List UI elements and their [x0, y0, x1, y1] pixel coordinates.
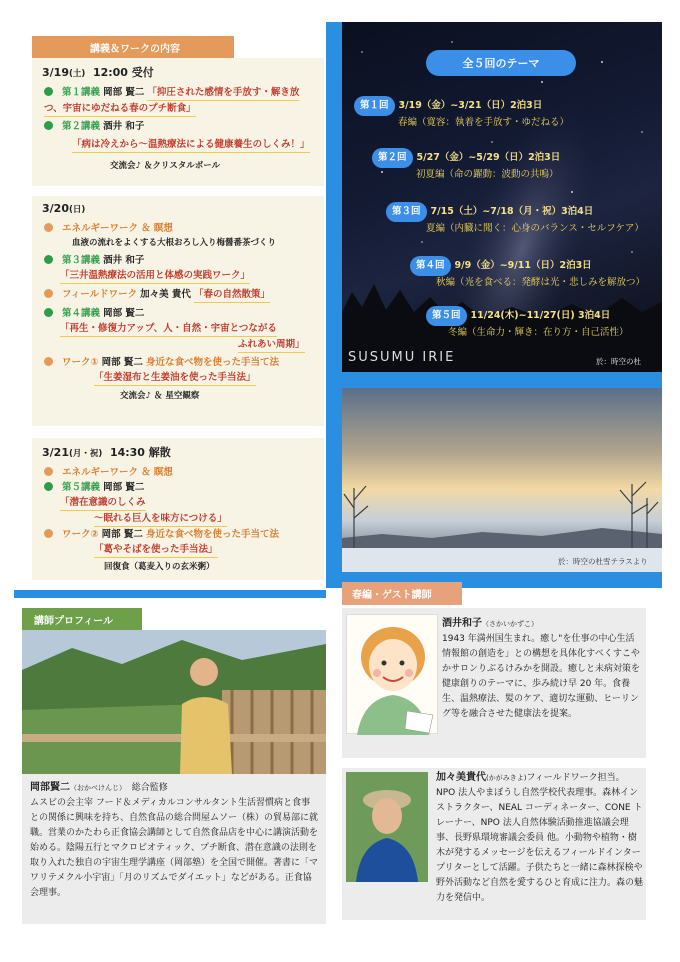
kagami-kana: (かがみきよ) [486, 774, 527, 782]
bullet-icon [44, 121, 53, 130]
day2-weekday: (日) [68, 205, 86, 215]
day2-title [32, 196, 324, 221]
work-speaker: 岡部 賢二 [101, 529, 143, 540]
lecture-title: 「三井温熱療法の活用と体感の実践ワーク」 [60, 268, 250, 284]
bullet-icon [44, 223, 53, 232]
bullet-icon [44, 467, 53, 476]
portrait-icon [22, 630, 326, 774]
lecture-label: 第５講義 [62, 482, 101, 493]
lecture-speaker: 酒井 和子 [103, 121, 145, 132]
day2-work1 [32, 355, 324, 370]
photo-watermark: SUSUMU IRIE [348, 350, 456, 365]
day1-panel [32, 58, 324, 186]
work-title: 「葛やそばを使った手当法」 [94, 542, 218, 558]
photo-credit: 於：時空の杜 [596, 357, 641, 366]
work-extra: ＆ 瞑想 [141, 467, 173, 478]
lecture-title: ふれあい周期」 [238, 337, 305, 353]
day2-lecture3-title [32, 268, 324, 284]
lecture-title: 「再生・修復力アップ、人・自然・宇宙とつながる [60, 321, 277, 337]
lecture-label: 第２講義 [62, 121, 101, 132]
session-badge: 第５回 [426, 306, 467, 326]
session-sub: 初夏編（命の躍動：波動の共鳴） [416, 169, 559, 180]
work-speaker: 加々美 貴代 [140, 289, 191, 300]
day2-lecture4-title-cont [32, 337, 324, 353]
day3-lecture5 [32, 480, 324, 495]
instructor-band [14, 590, 326, 598]
day1-lecture1 [32, 85, 324, 101]
bullet-icon [44, 357, 53, 366]
bullet-icon [44, 308, 53, 317]
instructor-name: 岡部賢二 [30, 782, 70, 793]
lecture-title: つ、宇宙にゆだねる春のプチ断食」 [44, 101, 196, 117]
sakai-name: 酒井和子 [442, 618, 482, 629]
lecture-title: 「抑圧された感情を手放す・解き放 [147, 85, 299, 101]
instructor-bio-block [22, 774, 326, 907]
day3-lecture5-title-cont [32, 511, 324, 527]
lecture-speaker: 岡部 賢二 [103, 87, 145, 98]
work-label: エネルギーワーク [62, 223, 139, 234]
lecture-title: ～眠れる巨人を味方につける」 [94, 511, 227, 527]
day2-work1-title [32, 370, 324, 386]
kagami-photo [346, 772, 428, 882]
kagami-bio: NPO 法人やまぼうし自然学校代表理事。森林インストラクター、NEAL コーディネーター、CONE トレーナー、NPO 法人自然体験活動推進協議会理事、長野県環境審議会委員 他。小動物や植物・樹木が発するメッセージを伝えるフィールドインタープリターとして活躍。子供たちと一緒に森林探検や野外活動など自然を愛するひと育成に注力。森の魅力を発信中。 [436, 788, 644, 903]
work-label: フィールドワーク [62, 289, 138, 300]
kagami-bio-block [436, 770, 644, 906]
day1-title [32, 58, 324, 85]
day2-fieldwork [32, 287, 324, 303]
day2-energy-work [32, 221, 324, 236]
bullet-icon [44, 289, 53, 298]
day2-note: 血液の流れをよくする大根おろし入り梅醤番茶づくり [72, 238, 277, 248]
day1-lecture2 [32, 119, 324, 134]
snow-terrace-photo [342, 388, 662, 572]
sakai-caricature [346, 614, 438, 734]
day1-lecture2-title [32, 137, 324, 153]
work-speaker: 岡部 賢二 [101, 357, 143, 368]
day2-panel [32, 196, 324, 426]
day3-weekday: (月・祝) [68, 449, 103, 459]
lecture-title: 「潜在意識のしくみ [60, 495, 146, 511]
work-label: ワーク② [62, 529, 99, 540]
day2-lecture4 [32, 306, 324, 321]
lecture-label: 第４講義 [62, 308, 101, 319]
session-dates: 3/19（金）~3/21（日）2泊3日 [398, 100, 543, 111]
sakai-bio: 1943 年満州国生まれ。癒し"を仕事の中心生活情報館の創造を」との構想を具体化すべくすこやかサロンりぶるけみかを開設。癒しと未病対策を健康創りのテーマに、歩み続け早 20 年。食養生、温熱療法、髪のケア、適切な運動、ヒーリング等を融合させた健康法を提案。 [442, 634, 641, 719]
day3-work2-title [32, 542, 324, 558]
program-header-label: 講義＆ワークの内容 [90, 44, 180, 55]
work-title: 「生姜湿布と生姜油を使った手当法」 [94, 370, 256, 386]
day1-time: 12:00 受付 [92, 66, 154, 79]
day3-panel [32, 438, 324, 580]
session-5 [426, 306, 662, 340]
program-header [32, 36, 234, 59]
kagami-role: フィールドワーク担当。 [526, 773, 625, 783]
work-extra: ＆ 瞑想 [141, 223, 173, 234]
guests-header [342, 582, 462, 605]
work-title: 身近な食べ物を使った手当て法 [145, 529, 279, 540]
day3-lecture5-title [32, 495, 324, 511]
landscape-icon [342, 388, 662, 572]
day3-work2 [32, 527, 324, 542]
session-sub: 夏編（内臓に聞く：心身のバランス・セルフケア） [426, 223, 644, 234]
bullet-icon [44, 255, 53, 264]
day2-lecture3 [32, 253, 324, 268]
instructor-role: 総合監修 [131, 783, 168, 793]
work-title: 身近な食べ物を使った手当て法 [145, 357, 279, 368]
lecture-title: 「病は冷えから～温熱療法による健康養生のしくみ！」 [72, 137, 310, 153]
session-badge: 第３回 [386, 202, 427, 222]
sakai-kana: （さかいかずこ） [482, 620, 538, 628]
session-badge: 第２回 [372, 148, 413, 168]
instructor-bio-card [22, 774, 326, 924]
day1-date: 3/19 [42, 66, 69, 79]
day1-lecture1-cont [32, 101, 324, 117]
themes-photo [342, 22, 662, 372]
session-1 [354, 96, 654, 130]
session-sub: 秋編（光を食べる：発酵は光・悲しみを解放つ） [436, 277, 646, 288]
day3-closing: 回復食（葛麦入りの玄米粥） [104, 562, 215, 572]
session-dates: 11/24(木)~11/27(日) 3泊4日 [470, 310, 611, 321]
bullet-icon [44, 87, 53, 96]
session-3 [386, 202, 662, 236]
session-4 [410, 256, 662, 290]
lecture-speaker: 岡部 賢二 [103, 482, 145, 493]
lecture-speaker: 酒井 和子 [103, 255, 145, 266]
photo2-credit: 於：時空の杜雪テラスより [558, 557, 648, 566]
bullet-icon [44, 529, 53, 538]
session-sub: 春編（寛容：執着を手放す・ゆだねる） [398, 117, 570, 128]
session-2 [372, 148, 662, 182]
day3-title [32, 438, 324, 465]
session-dates: 5/27（金）~5/29（日）2泊3日 [416, 152, 561, 163]
instructor-header-label: 講師プロフィール [34, 616, 113, 627]
portrait-icon [346, 772, 428, 882]
day3-energy-work [32, 465, 324, 480]
instructor-photo [22, 630, 326, 774]
day2-date: 3/20 [42, 202, 69, 215]
session-dates: 7/15（土）~7/18（月・祝）3泊4日 [430, 206, 594, 217]
themes-header: 全５回のテーマ [426, 50, 576, 76]
sakai-bio-block [442, 616, 642, 722]
guest-sakai-card [342, 608, 646, 758]
session-badge: 第４回 [410, 256, 451, 276]
day3-date: 3/21 [42, 446, 69, 459]
day3-time: 14:30 解散 [109, 446, 171, 459]
day2-lecture4-title [32, 321, 324, 337]
instructor-header [22, 608, 142, 631]
guest-kagami-card [342, 768, 646, 920]
guests-header-label: 春編・ゲスト講師 [352, 590, 432, 601]
portrait-icon [347, 615, 439, 735]
work-label: エネルギーワーク [62, 467, 139, 478]
lecture-label: 第１講義 [62, 87, 101, 98]
bullet-icon [44, 482, 53, 491]
work-label: ワーク① [62, 357, 99, 368]
work-title: 「春の自然散策」 [194, 287, 270, 303]
kagami-name: 加々美貴代 [436, 772, 486, 783]
day1-exchange: 交流会♪ ＆クリスタルボール [110, 161, 221, 171]
day1-weekday: (土) [68, 69, 86, 79]
lecture-label: 第３講義 [62, 255, 101, 266]
session-badge: 第１回 [354, 96, 395, 116]
session-sub: 冬編（生命力・輝き：在り方・自己活性） [448, 327, 629, 338]
lecture-speaker: 岡部 賢二 [103, 308, 145, 319]
session-dates: 9/9（金）~9/11（日）2泊3日 [454, 260, 592, 271]
instructor-bio: ムスビの会主宰 フード＆メディカルコンサルタント生活習慣病と食事との関係に興味を持ち、自然食品の総合問屋ムソー（株）の貿易部に就職。営業のかたわら正食協会講師として自然食品店を中心に講演活動を始める。陰陽五行とマクロビオティック、プチ断食、潜在意識の法則を取り入れた独自の宇宙生理学講座（岡部塾）を全国で開催。著書に「マワリテメクル小宇宙」「月のリズムでダイエット」などがある。正食協会理事。 [30, 798, 319, 898]
day2-exchange: 交流会♪ ＆ 星空観察 [120, 391, 200, 401]
instructor-kana: （おかべけんじ） [70, 784, 126, 792]
